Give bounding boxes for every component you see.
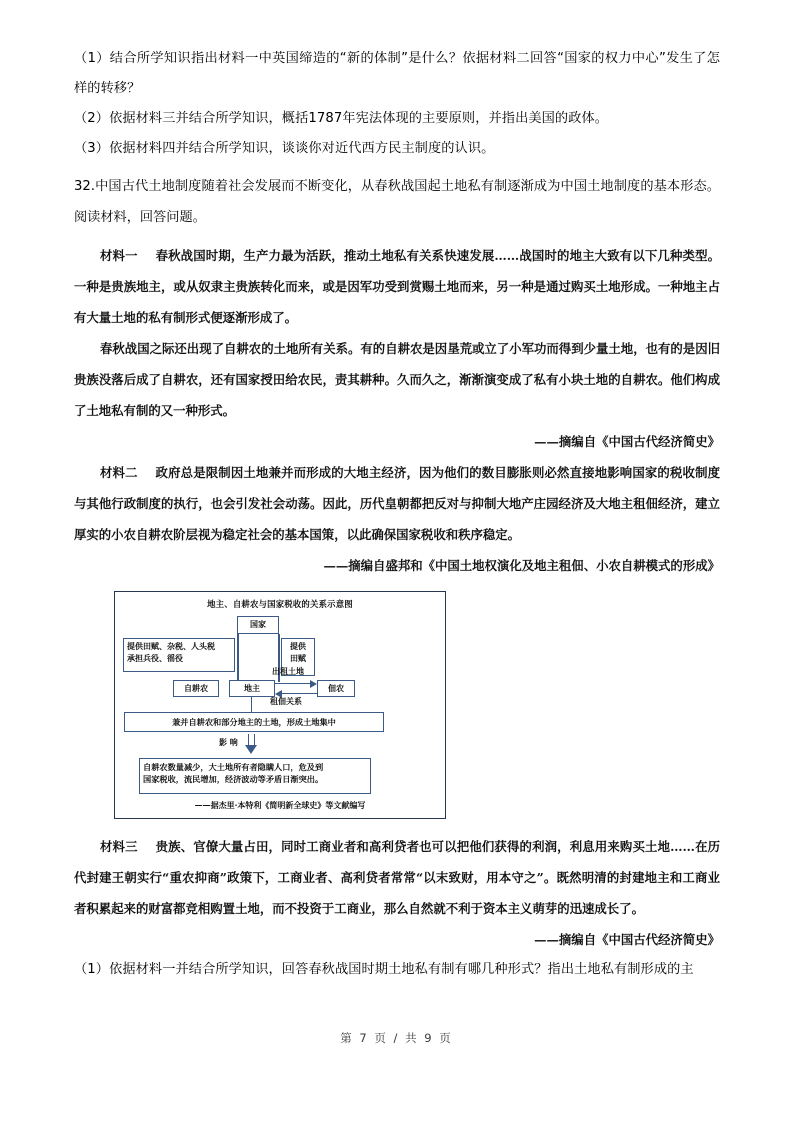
question-32-stem <box>74 171 720 233</box>
material-3-source: ——摘编自《中国古代经济简史》 <box>534 932 720 947</box>
arrow-rent-out <box>275 683 310 684</box>
diagram-provide-tax-line-1: 提供 <box>290 642 306 651</box>
diagram-credit: ——据杰里·本特利《简明新全球史》等文献编写 <box>194 800 366 810</box>
diagram-title: 地主、自耕农与国家税收的关系示意图 <box>207 599 353 609</box>
spacer <box>74 233 720 240</box>
sub-question-1: （1）结合所学知识指出材料一中英国缔造的“新的体制”是什么？依据材料二回答“国家的权力中心”发生了怎样的转移？ <box>74 51 720 96</box>
material-2-source: ——摘编自盛邦和《中国土地权演化及地主租佃、小农自耕模式的形成》 <box>323 558 720 573</box>
material-2-label: 材料二 <box>100 465 138 480</box>
page-content <box>74 44 720 985</box>
diagram-provide-tax-line-2: 田赋 <box>290 654 306 663</box>
question-32-number: 32. <box>74 179 95 194</box>
diagram-obligations-line-2: 承担兵役、徭役 <box>127 654 183 663</box>
diagram-node-state <box>237 616 279 634</box>
material-3-label: 材料三 <box>100 839 138 854</box>
diagram-node-self-farmer-label: 自耕农 <box>184 683 208 693</box>
material-2-text-1: 政府总是限制因土地兼并而形成的大地主经济，因为他们的数目膨胀则必然直接地影响国家的税收制度与其他行政制度的执行，也会引发社会动荡。因此，历代皇朝都把反对与抑制大地产庄园经济及大地主租佃经济，建立厚实的小农自耕农阶层视为稳定社会的基本国策，以此确保国家税收和秩序稳定。 <box>74 465 721 542</box>
diagram-node-outcome <box>139 758 371 794</box>
diagram-node-landlord <box>229 680 275 697</box>
edge-label-influence: 影 响 <box>219 738 238 747</box>
material-1-source: ——摘编自《中国古代经济简史》 <box>534 434 720 449</box>
diagram-node-state-label: 国家 <box>250 620 266 629</box>
material-3-paragraph-1 <box>74 831 720 924</box>
connector-state-to-self-farmer <box>237 634 239 682</box>
diagram-node-tenant <box>317 680 355 697</box>
arrow-tenancy <box>282 693 317 694</box>
edge-label-tenancy: 租佃关系 <box>270 697 302 706</box>
diagram-node-self-farmer <box>173 680 219 697</box>
material-1-label: 材料一 <box>100 248 138 263</box>
question-32-stem-text: 中国古代土地制度随着社会发展而不断变化，从春秋战国起土地私有制逐渐成为中国土地制度的基本形态。阅读材料，回答问题。 <box>74 179 720 225</box>
spacer <box>74 164 720 171</box>
material-1-paragraph-1 <box>74 240 720 333</box>
page-footer: 第 7 页 / 共 9 页 <box>340 1031 453 1045</box>
question-32-sub-question-1: （1）依据材料一并结合所学知识，回答春秋战国时期土地私有制有哪几种形式？指出土地私有制形成的主 <box>74 962 694 977</box>
material-2-paragraph-1 <box>74 457 720 550</box>
diagram-node-tenant-label: 佃农 <box>328 683 344 693</box>
material-1-text-1: 春秋战国时期，生产力最为活跃，推动土地私有关系快速发展……战国时的地主大致有以下几种类型。一种是贵族地主，或从奴隶主贵族转化而来，或是因军功受到赏赐土地而来，另一种是通过购买土地形成。一种地主占有大量土地的私有制形式便逐渐形成了。 <box>74 248 721 325</box>
sub-question-3: （3）依据材料四并结合所学知识，谈谈你对近代西方民主制度的认识。 <box>74 141 495 156</box>
diagram-node-landlord-label: 地主 <box>244 683 260 693</box>
arrow-influence-head <box>245 745 257 754</box>
diagram-obligations-line-1: 提供田赋、杂税、人头税 <box>127 642 215 651</box>
diagram-node-merge <box>124 712 384 732</box>
diagram-node-obligations <box>123 638 235 672</box>
edge-label-rent-out: 出租土地 <box>272 667 304 676</box>
arrow-influence <box>245 734 258 755</box>
land-tax-relationship-diagram <box>114 591 446 819</box>
sub-question-2: （2）依据材料三并结合所学知识，概括1787年宪法体现的主要原则，并指出美国的政体。 <box>74 111 609 126</box>
connector-landlord-to-merge <box>251 697 252 713</box>
diagram-container <box>114 591 446 819</box>
spacer <box>74 819 720 831</box>
diagram-outcome-line-2: 国家税收，流民增加，经济波动等矛盾日渐突出。 <box>143 774 324 784</box>
diagram-node-merge-label: 兼并自耕农和部分地主的土地，形成土地集中 <box>172 717 336 727</box>
diagram-outcome-line-1: 自耕农数量减少，大土地所有者隐瞒人口，危及到 <box>143 762 324 772</box>
material-1-paragraph-2: 春秋战国之际还出现了自耕农的土地所有关系。有的自耕农是因垦荒或立了小军功而得到少量土地，也有的是因旧贵族没落后成了自耕农，还有国家授田给农民，责其耕种。久而久之，渐渐演变成了私有小块土地的自耕农。他们构成了土地私有制的又一种形式。 <box>74 341 720 418</box>
material-3-text-1: 贵族、官僚大量占田，同时工商业者和高利贷者也可以把他们获得的利润，利息用来购买土地……在历代封建王朝实行“重农抑商”政策下，工商业者、高利贷者常常“以末致财，用本守之”。既然明清的封建地主和工商业者积累起来的财富都竞相购置土地，而不投资于工商业，那么自然就不利于资本主义萌芽的迅速成长了。 <box>74 839 721 916</box>
